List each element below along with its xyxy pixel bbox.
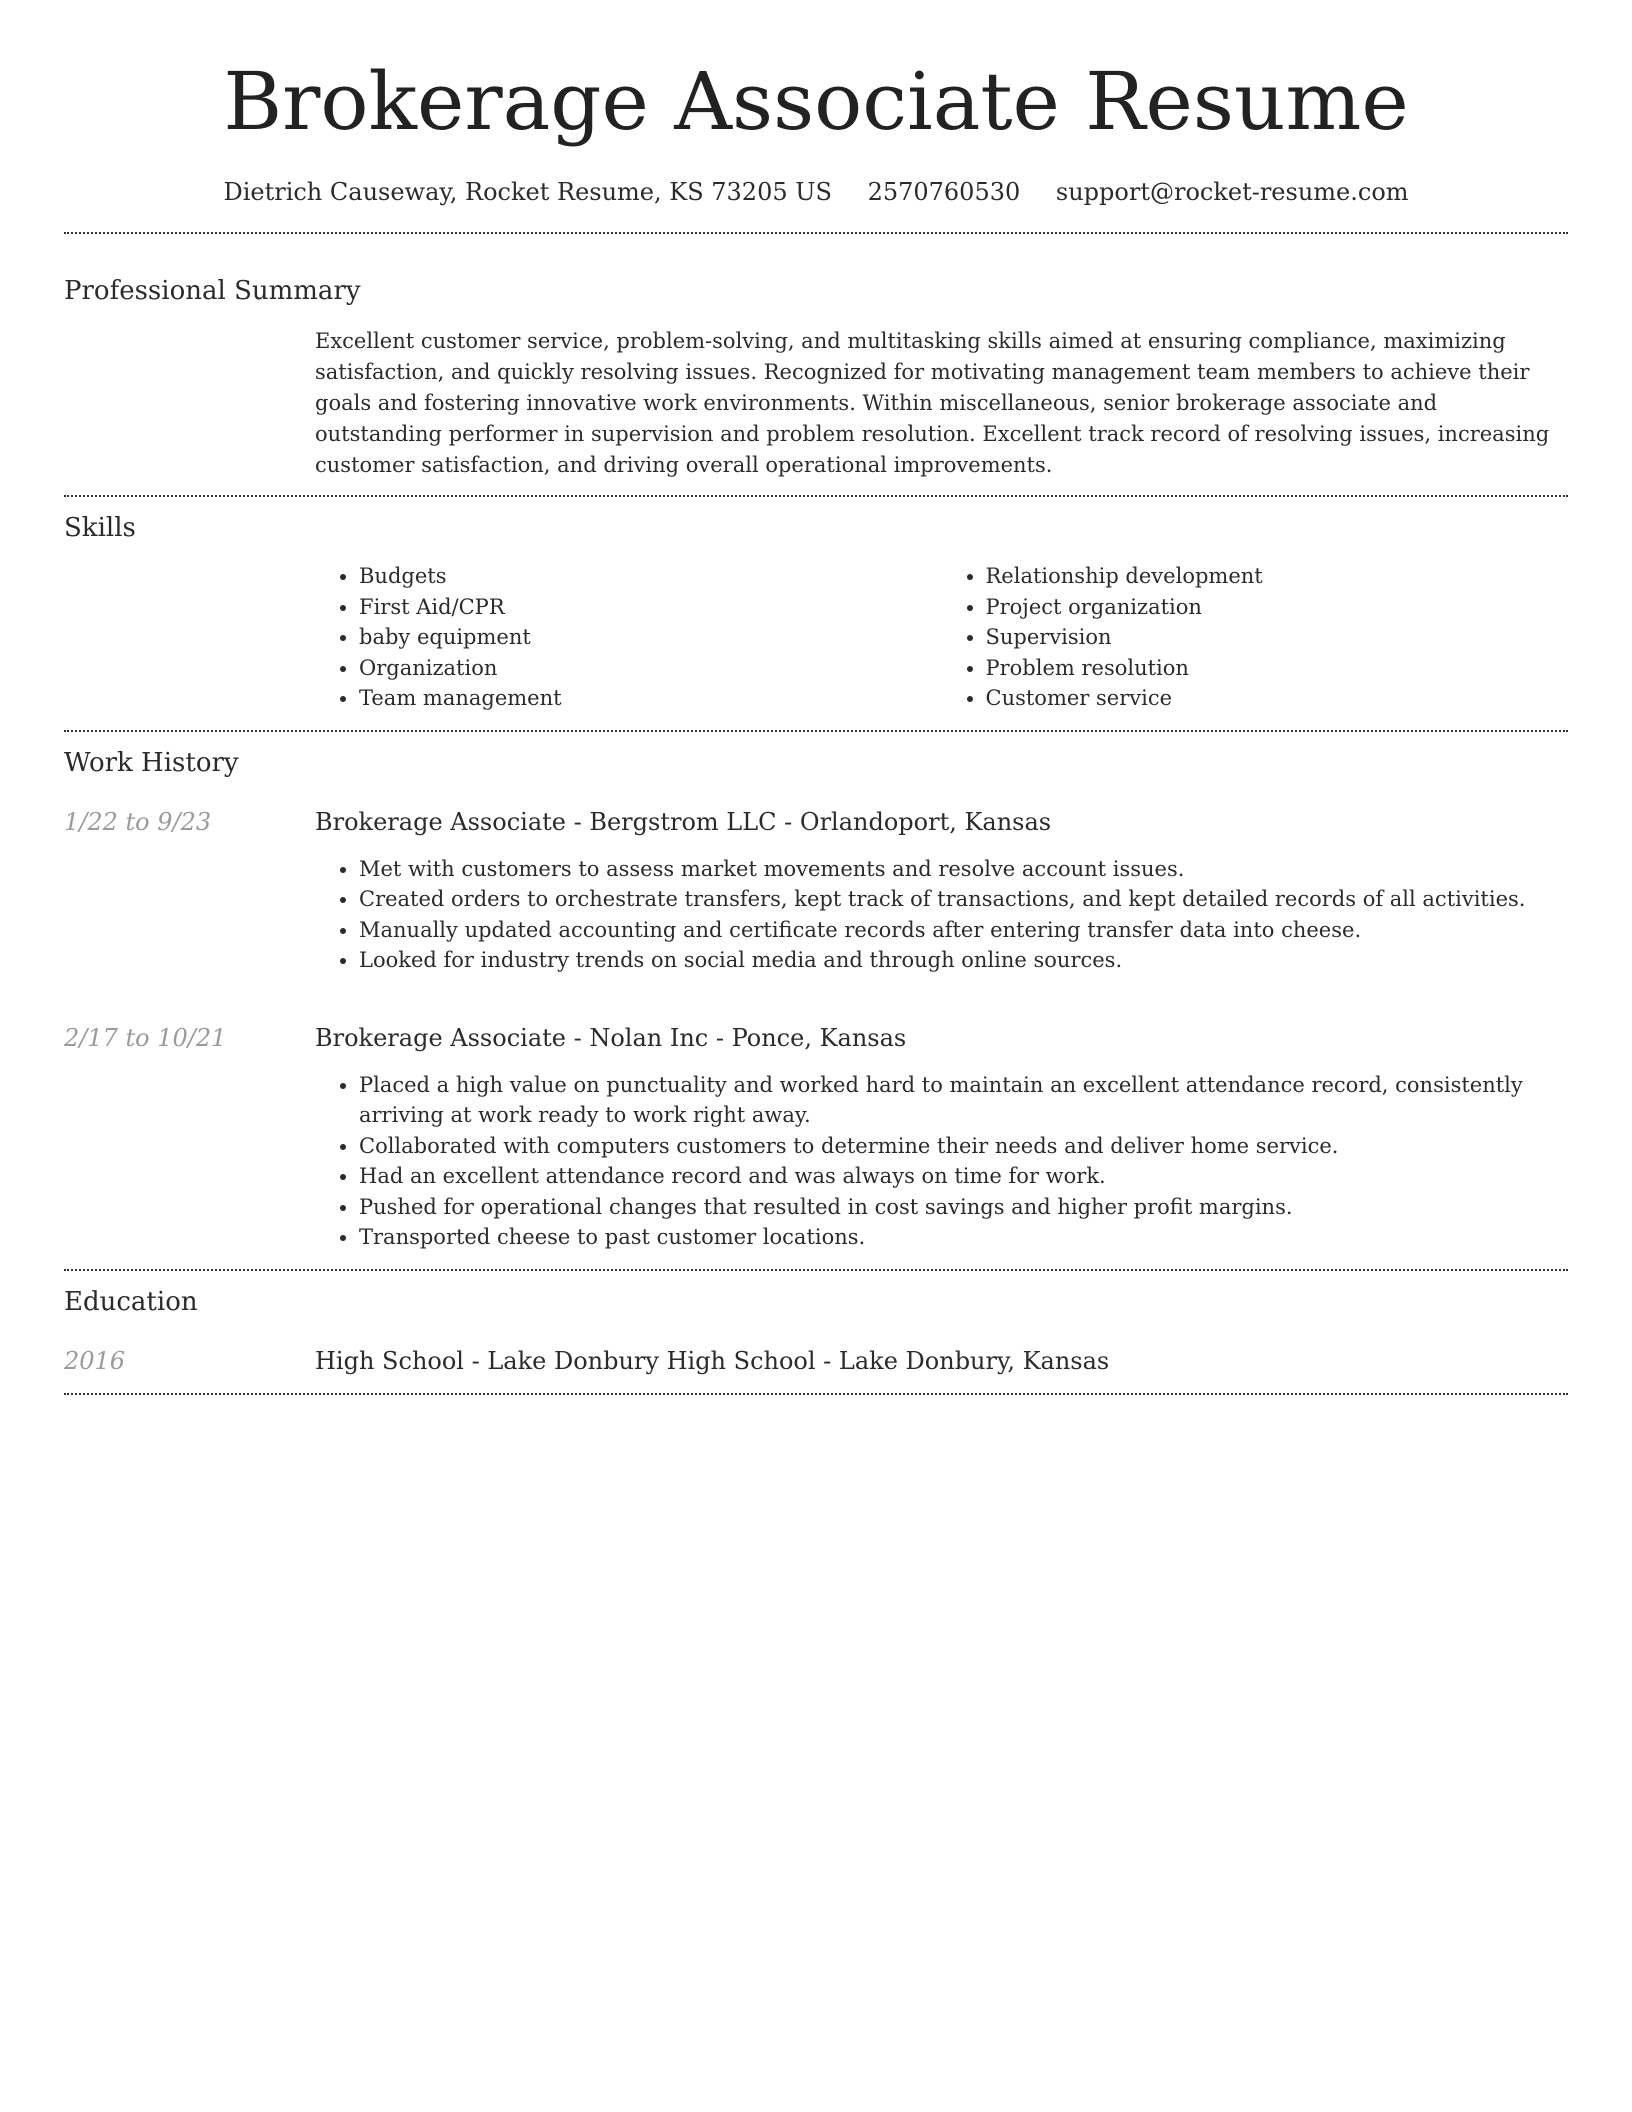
job-bullet: • Transported cheese to past customer locations. xyxy=(359,1222,1568,1253)
job-bullets xyxy=(315,854,1568,976)
education-section xyxy=(64,1271,1568,1377)
summary-section xyxy=(64,234,1568,495)
skill-item: • Problem resolution xyxy=(986,653,1569,684)
contact-phone: 2570760530 xyxy=(867,178,1021,206)
job-bullet: • Collaborated with computers customers to determine their needs and deliver home service. xyxy=(359,1131,1568,1162)
education-year: 2016 xyxy=(64,1346,126,1375)
job-bullet: • Met with customers to assess market movements and resolve account issues. xyxy=(359,854,1568,885)
skills-column-right xyxy=(942,561,1569,714)
skills-column-left xyxy=(315,561,942,714)
job-bullet: • Pushed for operational changes that resulted in cost savings and higher profit margins. xyxy=(359,1192,1568,1223)
job-heading: Brokerage Associate - Bergstrom LLC - Orlandoport, Kansas xyxy=(315,807,1052,836)
job-bullet: • Had an excellent attendance record and was always on time for work. xyxy=(359,1161,1568,1192)
job-bullet: • Manually updated accounting and certificate records after entering transfer data into cheese. xyxy=(359,915,1568,946)
contact-email: support@rocket-resume.com xyxy=(1055,178,1409,206)
job-dates: 2/17 to 10/21 xyxy=(64,1023,227,1052)
summary-heading: Professional Summary xyxy=(64,276,361,306)
work-history-heading: Work History xyxy=(64,747,239,778)
summary-text: Excellent customer service, problem-solving, and multitasking skills aimed at ensuring compliance, maximizing satisfaction, and quickly resolving issues. Recognized for motivating management team members to achieve their goals and fostering innovative work environments. Within miscellaneous, senior brokerage associate and outstanding performer in supervision and problem resolution. Excellent track record of resolving issues, increasing customer satisfaction, and driving overall operational improvements. xyxy=(315,329,1550,477)
skill-item: • Relationship development xyxy=(986,561,1569,592)
skill-item: • Supervision xyxy=(986,622,1569,653)
skill-item: • First Aid/CPR xyxy=(359,592,942,623)
resume-header xyxy=(64,0,1568,208)
job-bullet: • Looked for industry trends on social media and through online sources. xyxy=(359,945,1568,976)
education-heading: Education xyxy=(64,1286,198,1317)
skill-item: • Budgets xyxy=(359,561,942,592)
job-dates: 1/22 to 9/23 xyxy=(64,807,212,836)
skill-item: • Team management xyxy=(359,683,942,714)
job-bullet: • Created orders to orchestrate transfers, kept track of transactions, and kept detailed records of all activities. xyxy=(359,884,1568,915)
skill-item: • baby equipment xyxy=(359,622,942,653)
job-entry xyxy=(64,1022,1568,1253)
contact-line xyxy=(64,176,1568,208)
work-history-section xyxy=(64,732,1568,1269)
skill-item: • Customer service xyxy=(986,683,1569,714)
skills-section xyxy=(64,497,1568,730)
job-bullets xyxy=(315,1070,1568,1253)
skills-list xyxy=(315,561,1568,714)
skill-item: • Project organization xyxy=(986,592,1569,623)
divider xyxy=(64,1393,1568,1395)
job-heading: Brokerage Associate - Nolan Inc - Ponce, Kansas xyxy=(315,1023,907,1052)
skills-heading: Skills xyxy=(64,513,136,543)
skill-item: • Organization xyxy=(359,653,942,684)
contact-address: Dietrich Causeway, Rocket Resume, KS 73205 US xyxy=(223,178,832,206)
education-heading-line: High School - Lake Donbury High School - Lake Donbury, Kansas xyxy=(315,1346,1110,1375)
job-bullet: • Placed a high value on punctuality and worked hard to maintain an excellent attendance record, consistently arriving at work ready to work right away. xyxy=(359,1070,1568,1131)
education-entry xyxy=(64,1345,1568,1377)
resume-title: Brokerage Associate Resume xyxy=(223,55,1409,148)
job-entry xyxy=(64,806,1568,976)
